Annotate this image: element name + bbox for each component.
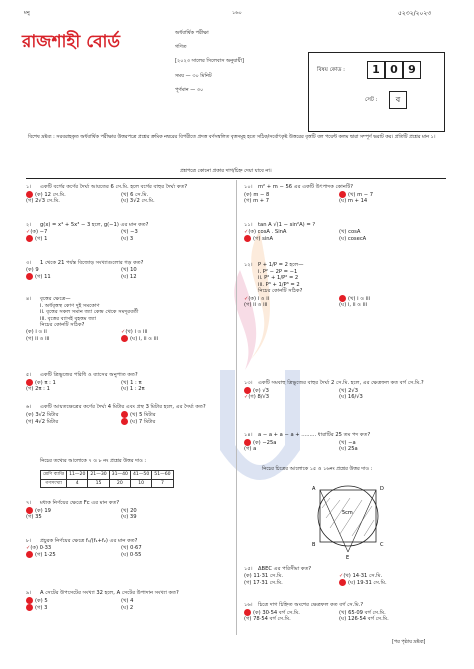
answer-mark-icon (244, 439, 251, 446)
column-divider (236, 180, 237, 635)
question-10: ১০। m² + m − 56 এর একটি উৎপাদক কোনটি? (ক) m − 8 (খ) m − 7 (গ) m + 7 (ঘ) m + 14 (244, 184, 374, 204)
question-3: ৩। 1 থেকে 21 পর্যন্ত বিজোড় সংখ্যাগুলোর গড় কত? (ক) 9 (খ) 10 (গ) 11 (ঘ) 12 (26, 260, 144, 280)
full-marks: পূর্ণমান — ৩০ (175, 87, 204, 93)
syllabus: [২০২৩ সালের সিলেবাস অনুযায়ী] (175, 58, 244, 64)
set-label: সেট : (365, 97, 378, 103)
question-14: ১৪। a − a + a − a + ......... ধারাটির 25 তম পদ কত? (ক) −25a (খ) −a (গ) a (ঘ) 25a (244, 432, 371, 452)
answer-mark-icon (244, 387, 251, 394)
question-1: ১। একটি বর্গের কর্ণের দৈর্ঘ্য আয়তের 6 সে.মি. হলে বর্গের বাহুর দৈর্ঘ্য কত? (ক) 12 সে.মি. (খ) 6 সে.মি. (গ) 2√3 সে.মি. (ঘ) 3√2 সে.মি. (26, 184, 188, 204)
svg-text:B: B (312, 542, 316, 548)
table-row: শ্রেণি ব্যাপ্তি 11—20 21—30 31—40 41—50 51—60 (41, 471, 174, 480)
subject: গণিত (175, 44, 187, 50)
svg-text:A: A (312, 486, 316, 492)
corner-label: মনু (24, 10, 30, 16)
svg-text:E: E (346, 555, 350, 560)
answer-mark-icon (26, 273, 33, 280)
svg-text:C: C (380, 542, 384, 548)
instructions-subhead: প্রশ্নপত্রে কোনো প্রকার দাগ/চিহ্ন দেয়া যাবে না। (180, 168, 272, 174)
question-2: ২। g(x) = x⁴ + 5x³ − 3 হলে, g(−1) এর মান কত? ✓(ক) −7 (খ) −3 (গ) 1 (ঘ) 3 (26, 222, 149, 242)
tick-mark-icon: ✓ (26, 228, 31, 235)
radius-label: 5cm (342, 510, 353, 516)
exam-title: অর্ধবার্ষিক পরীক্ষা (175, 30, 209, 36)
answer-mark-icon (26, 507, 33, 514)
answer-mark-icon (121, 418, 128, 425)
code-digit: 0 (385, 61, 403, 79)
question-15: ১৫। ΔBEC এর পরিসীমা কত? (ক) 11·31 সে.মি. ✓(খ) 14·31 সে.মি. (গ) 17·31 সে.মি. (ঘ) 19·31 সে.মি. (244, 566, 387, 586)
geometry-figure (300, 478, 400, 560)
question-9: ৯। A সেটের উপসেটের সংখ্যা 32 হলে, A সেটের উপাদান সংখ্যা কত? (ক) 5 (খ) 4 (গ) 3 (ঘ) 2 (26, 590, 179, 611)
answer-mark-icon (339, 579, 346, 586)
time: সময় — ৩০ মিনিট (175, 73, 212, 79)
code-digit: 9 (403, 61, 421, 79)
year-tag: ৫২৩২/২০২৩ (398, 10, 432, 17)
board-name: রাজশাহী বোর্ড (22, 32, 120, 52)
answer-mark-icon (26, 604, 33, 611)
answer-mark-icon (26, 551, 33, 558)
question-11: ১১। tan A √(1 − sin²A) = ? ✓(ক) cosA . SinA (খ) cosA (গ) sinA (ঘ) cosecA (244, 222, 367, 242)
answer-mark-icon (26, 235, 33, 242)
page-number: ১৬০ (232, 10, 242, 16)
answer-mark-icon (339, 295, 346, 302)
instructions: বিশেষ দ্রষ্টব্য : সরবরাহকৃত অর্ধবার্ষিক পরীক্ষার উত্তরপত্রে প্রশ্নের ক্রমিক নম্বরের বিপরীতে প্রদত্ত বর্ণসম্বলিত বৃত্তসমূহ হতে সঠিক/সর্বোৎকৃষ্ট উত্তরের বৃত্তটি বল পয়েন্ট কলম দ্বারা সম্পূর্ণ ভরাট কর। প্রতিটি প্রশ্নের মান ১। (28, 134, 436, 140)
set-value: ব (389, 91, 407, 109)
code-box (308, 52, 445, 132)
figure-caption: নিচের চিত্রের আলোকে ১৫ ও ১৬নং প্রশ্নের উত্তর দাও : (262, 466, 373, 472)
answer-mark-icon (244, 235, 251, 242)
question-4: ৪। বৃত্তের ক্ষেত্রে— i. অর্ধবৃত্তস্থ কোণ দুই সমকোণ ii. বৃত্তের সকল সমান জ্যা কেন্দ্র থেকে সমদূরবর্তী iii. বৃত্তের ব্যাসই বৃহত্তম জ্যা নিচের কোনটি সঠিক? (ক) i ও ii ✓(খ) i ও iii (গ) ii ও iii (ঘ) i, ii ও iii (26, 296, 158, 342)
answer-mark-icon (244, 609, 251, 616)
svg-text:D: D (380, 486, 384, 492)
code-digit: 1 (367, 61, 385, 79)
answer-mark-icon (26, 379, 33, 386)
answer-mark-icon (121, 335, 128, 342)
answer-mark-icon (26, 597, 33, 604)
question-8: ৮। প্রচুরক নির্ণয়ের ক্ষেত্রে f₁/(f₁+f₂) এর মান কত? ✓(ক) 0·33 (খ) 0·67 (গ) 1·25 (ঘ) 0·55 (26, 538, 142, 558)
question-13: ১৩। একটি সমবাহু ত্রিভুজের বাহুর দৈর্ঘ্য 2 সে.মি. হলে, এর ক্ষেত্রফল কত বর্গ সে.মি.? (ক) √3 (খ) 2√3 ✓(গ) 8/√3 (ঘ) 16/√3 (244, 380, 424, 400)
footer-note: [পর পৃষ্ঠায় দ্রষ্টব্য] (392, 640, 426, 645)
answer-mark-icon (26, 191, 33, 198)
frequency-table (40, 470, 174, 488)
answer-mark-icon (121, 411, 128, 418)
question-5: ৫। একটি ত্রিভুজের পরিধি ও ব্যাসের অনুপাত কত? (ক) π : 1 (খ) 1 : π (গ) 2π : 1 (ঘ) 1 : 2π (26, 372, 145, 392)
subject-code-label: বিষয় কোড : (317, 67, 345, 73)
answer-mark-icon (339, 191, 346, 198)
table-row: গণসংখ্যা 4 15 20 10 7 (41, 479, 174, 488)
divider (26, 178, 446, 179)
question-6: ৬। একটি আয়তক্ষেত্রের কর্ণের দৈর্ঘ্য 4 মিটার এবং প্রস্থ 3 মিটার হলে, এর দৈর্ঘ্য কত? (ক) 3√2 মিটার (খ) 5 মিটার (গ) 4√2 মিটার (ঘ) 7 মিটার (26, 404, 206, 425)
question-16: ১৬। চিত্রে দাগ চিহ্নিত অংশের ক্ষেত্রফল কত বর্গ সে.মি.? (ক) 30·54 বর্গ সে.মি. (খ) 65·09 বর্গ সে.মি. (গ) 78·54 বর্গ সে.মি. (ঘ) 126·54 বর্গ সে.মি. (244, 602, 389, 622)
question-7: ৭। মধ্যক নির্ণয়ের ক্ষেত্রে Fc এর মান কত? (ক) 19 (খ) 20 (গ) 35 (ঘ) 39 (26, 500, 137, 520)
question-12: ১২। P + 1/P = 2 হলে— i. P² − 2P = −1 ii. P² + 1/P² = 2 iii. P³ + 1/P³ = 2 নিচের কোনটি সঠিক? ✓(ক) i ও ii (খ) i ও iii (গ) ii ও iii (ঘ) i, ii ও iii (244, 262, 370, 308)
table-caption: নিচের তথ্যের আলোকে ৭ ও ৮ নং প্রশ্নের উত্তর দাও : (40, 458, 147, 464)
